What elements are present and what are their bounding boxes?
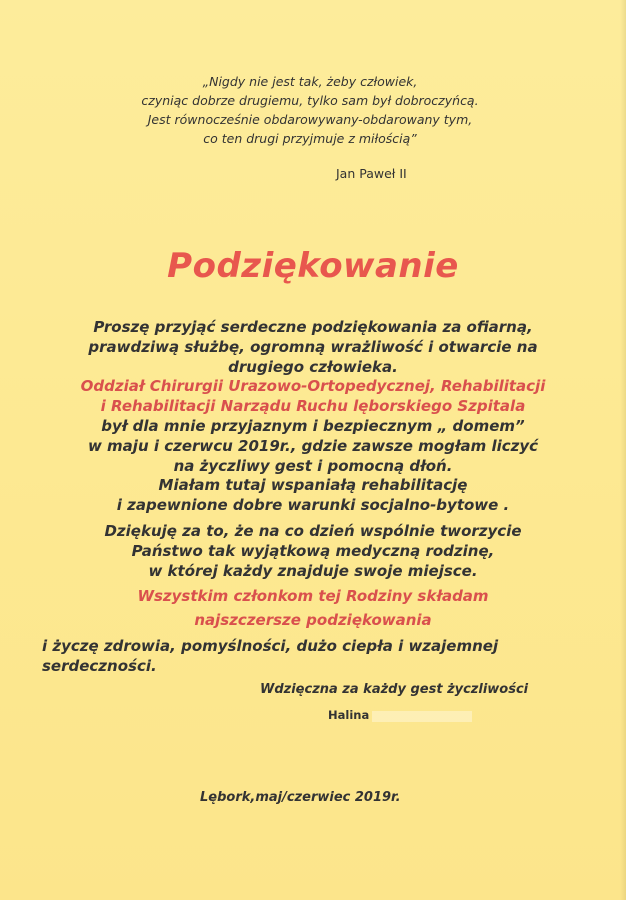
quote-line: Jest równocześnie obdarowywany-obdarowany tym,	[147, 112, 473, 127]
place-and-date: Lębork,maj/czerwiec 2019r.	[200, 790, 401, 805]
ward-name-line: i Rehabilitacji Narządu Ruchu lęborskiego Szpitala	[100, 397, 526, 416]
quote-author: Jan Paweł II	[336, 166, 407, 181]
text-line: prawdziwą służbę, ogromną wrażliwość i otwarcie na	[88, 337, 538, 356]
quote-line: czyniąc dobrze drugiemu, tylko sam był dobroczyńcą.	[141, 93, 479, 108]
text-line: serdeczności.	[42, 657, 157, 675]
text-line: drugiego człowieka.	[228, 357, 398, 376]
highlight-line: najszczersze podziękowania	[194, 611, 432, 630]
highlight-line: Wszystkim członkom tej Rodziny składam	[137, 587, 489, 606]
paragraph-2	[40, 522, 586, 631]
text-line: Proszę przyjąć serdeczne podziękowania za ofiarną,	[93, 318, 533, 336]
paper-edge-shadow	[620, 0, 626, 900]
signature-name: Halina	[328, 708, 370, 722]
signature-line: Wdzięczna za każdy gest życzliwości	[260, 682, 529, 697]
text-line: i zapewnione dobre warunki socjalno-bytowe .	[116, 496, 510, 515]
text-line: w której każdy znajduje swoje miejsce.	[148, 561, 478, 580]
redacted-surname	[372, 711, 472, 722]
letter-title: Podziękowanie	[167, 246, 459, 286]
text-line: w maju i czerwcu 2019r., gdzie zawsze mogłam liczyć	[87, 436, 539, 455]
text-line: na życzliwy gest i pomocną dłoń.	[173, 456, 453, 475]
quote-line: co ten drugi przyjmuje z miłością”	[203, 131, 417, 146]
closing-wishes	[42, 636, 588, 676]
paragraph-1	[40, 318, 586, 516]
ward-name-line: Oddział Chirurgii Urazowo-Ortopedycznej, Rehabilitacji	[80, 377, 546, 396]
text-line: Państwo tak wyjątkową medyczną rodzinę,	[131, 541, 495, 560]
text-line: był dla mnie przyjaznym i bezpiecznym „ domem”	[101, 416, 525, 435]
quote-line: „Nigdy nie jest tak, żeby człowiek,	[202, 74, 418, 89]
text-line: Miałam tutaj wspaniałą rehabilitację	[158, 476, 468, 495]
text-line: Dziękuję za to, że na co dzień wspólnie tworzycie	[104, 522, 522, 540]
quote-block	[90, 72, 530, 148]
text-line: i życzę zdrowia, pomyślności, dużo ciepła i wzajemnej	[42, 637, 499, 655]
